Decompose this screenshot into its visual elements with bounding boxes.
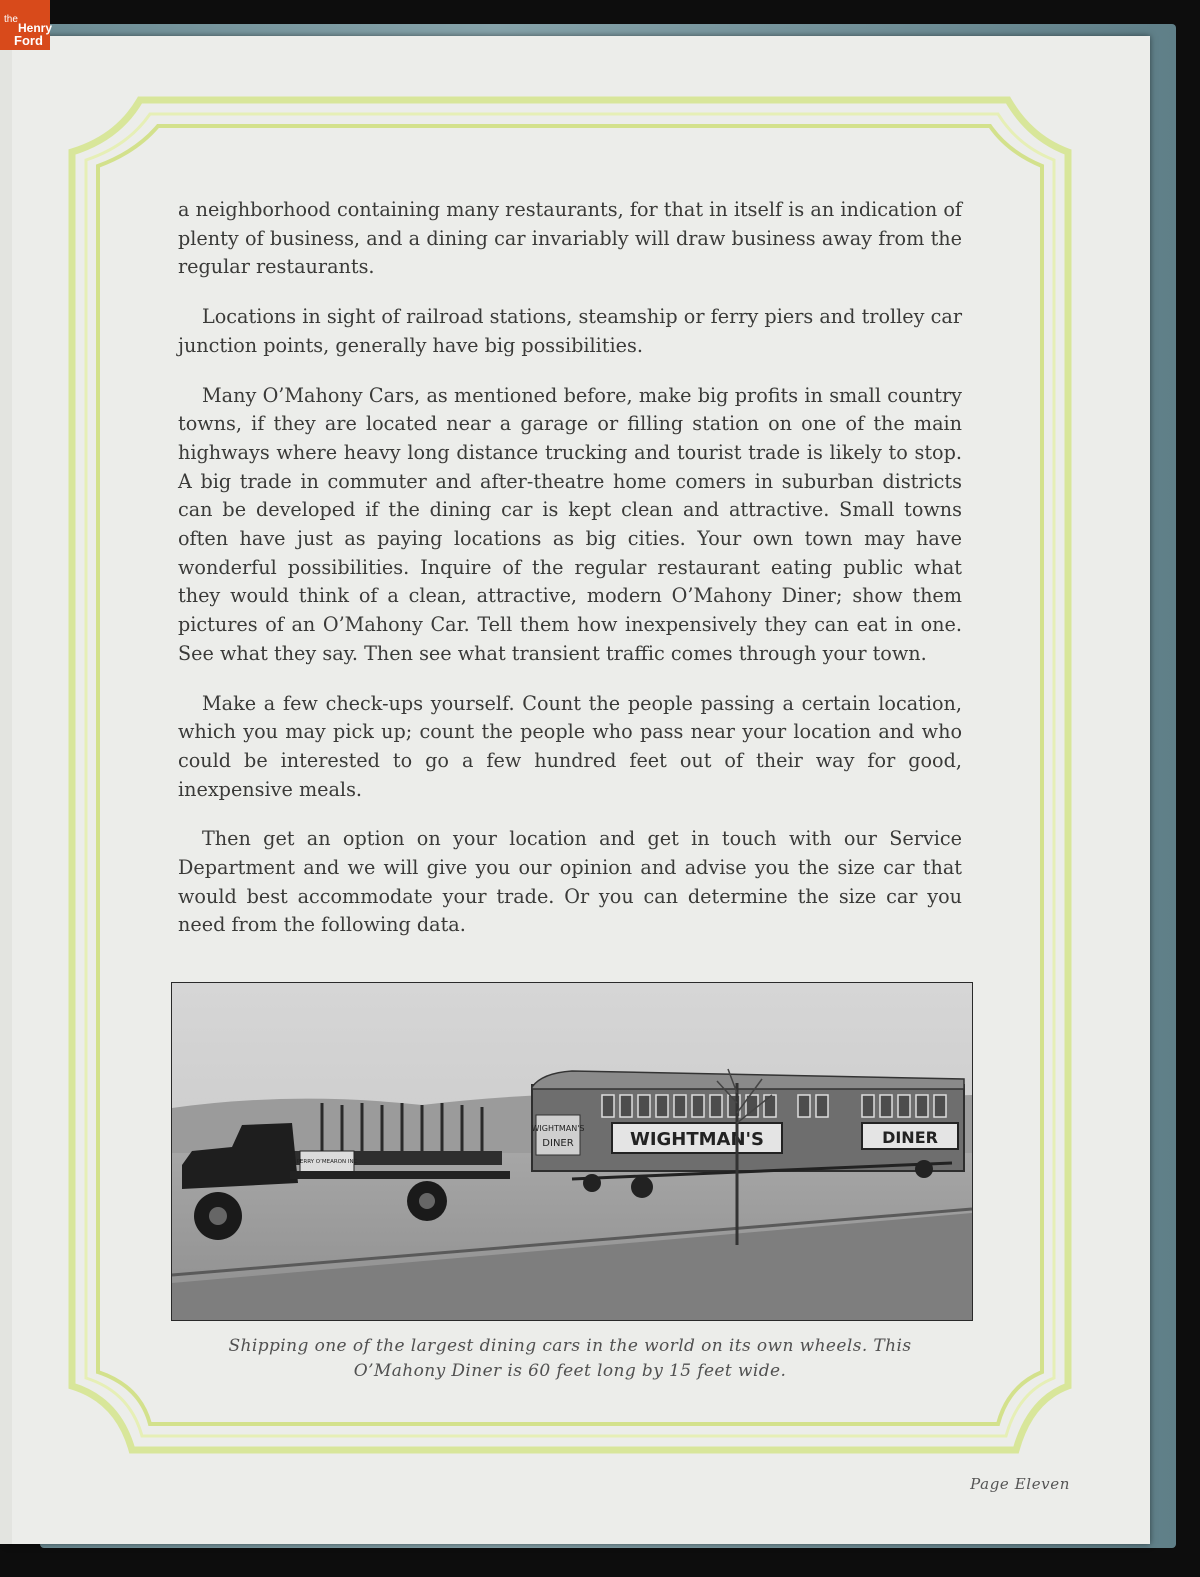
diner-end-sign <box>536 1115 580 1155</box>
diner-end-sign-line-1: WIGHTMAN'S <box>531 1124 585 1133</box>
page-number: Page Eleven <box>970 1475 1070 1493</box>
paragraph-2: Locations in sight of railroad stations, steamship or ferry piers and trolley car junction points, generally have big possibilities. <box>178 305 962 357</box>
diner-wheel-front <box>631 1176 653 1198</box>
paragraph-5: Then get an option on your location and get in touch with our Service Department and we will give you our opinion and advise you the size car that would best accommodate your trade. Or you can determine the size car you need from the following data. <box>178 827 962 937</box>
logo-henry: Henry <box>18 21 53 35</box>
diner-sign-right-text: DINER <box>882 1128 938 1147</box>
photo-caption <box>200 1334 940 1384</box>
henry-ford-logo <box>0 0 53 50</box>
body-text <box>178 196 962 961</box>
diner-shipping-photo <box>171 982 973 1321</box>
paragraph-4: Make a few check-ups yourself. Count the people passing a certain location, which you may pick up; count the people who pass near your location and who could be interested to go a few hundred feet out of their way for good, inexpensive meals. <box>178 691 962 801</box>
caption-line-1: Shipping one of the largest dining cars in the world on its own wheels. This <box>228 1336 912 1356</box>
logo-the: the <box>4 14 18 25</box>
caption-line-2: O’Mahony Diner is 60 feet long by 15 feet wide. <box>353 1361 787 1381</box>
paragraph-3: Many O’Mahony Cars, as mentioned before, make big profits in small country towns, if they are located near a garage or filling station on one of the main highways where heavy long distance trucking and tourist trade is likely to stop. A big trade in commuter and after-theatre home comers in suburban districts can be developed if the dining car is kept clean and attractive. Small towns often have just as paying locations as big cities. Your own town may have wonderful possibilities. Inquire of the regular restaurant eating public what they would think of a clean, attractive, modern O’Mahony Diner; show them pictures of an O’Mahony Car. Tell them how inexpensively they can eat in one. See what they say. Then see what transient traffic comes through your town. <box>178 383 962 665</box>
diner-sign-main-text: WIGHTMAN'S <box>629 1129 765 1150</box>
logo-ford: Ford <box>14 33 43 48</box>
paragraph-1: a neighborhood containing many restaurants, for that in itself is an indication of plenty of business, and a dining car invariably will draw business away from the regular restaurants. <box>178 198 962 279</box>
truck-door-sign-text: PERRY O’MEARON INC <box>296 1159 358 1165</box>
diner-end-sign-line-2: DINER <box>542 1138 574 1149</box>
